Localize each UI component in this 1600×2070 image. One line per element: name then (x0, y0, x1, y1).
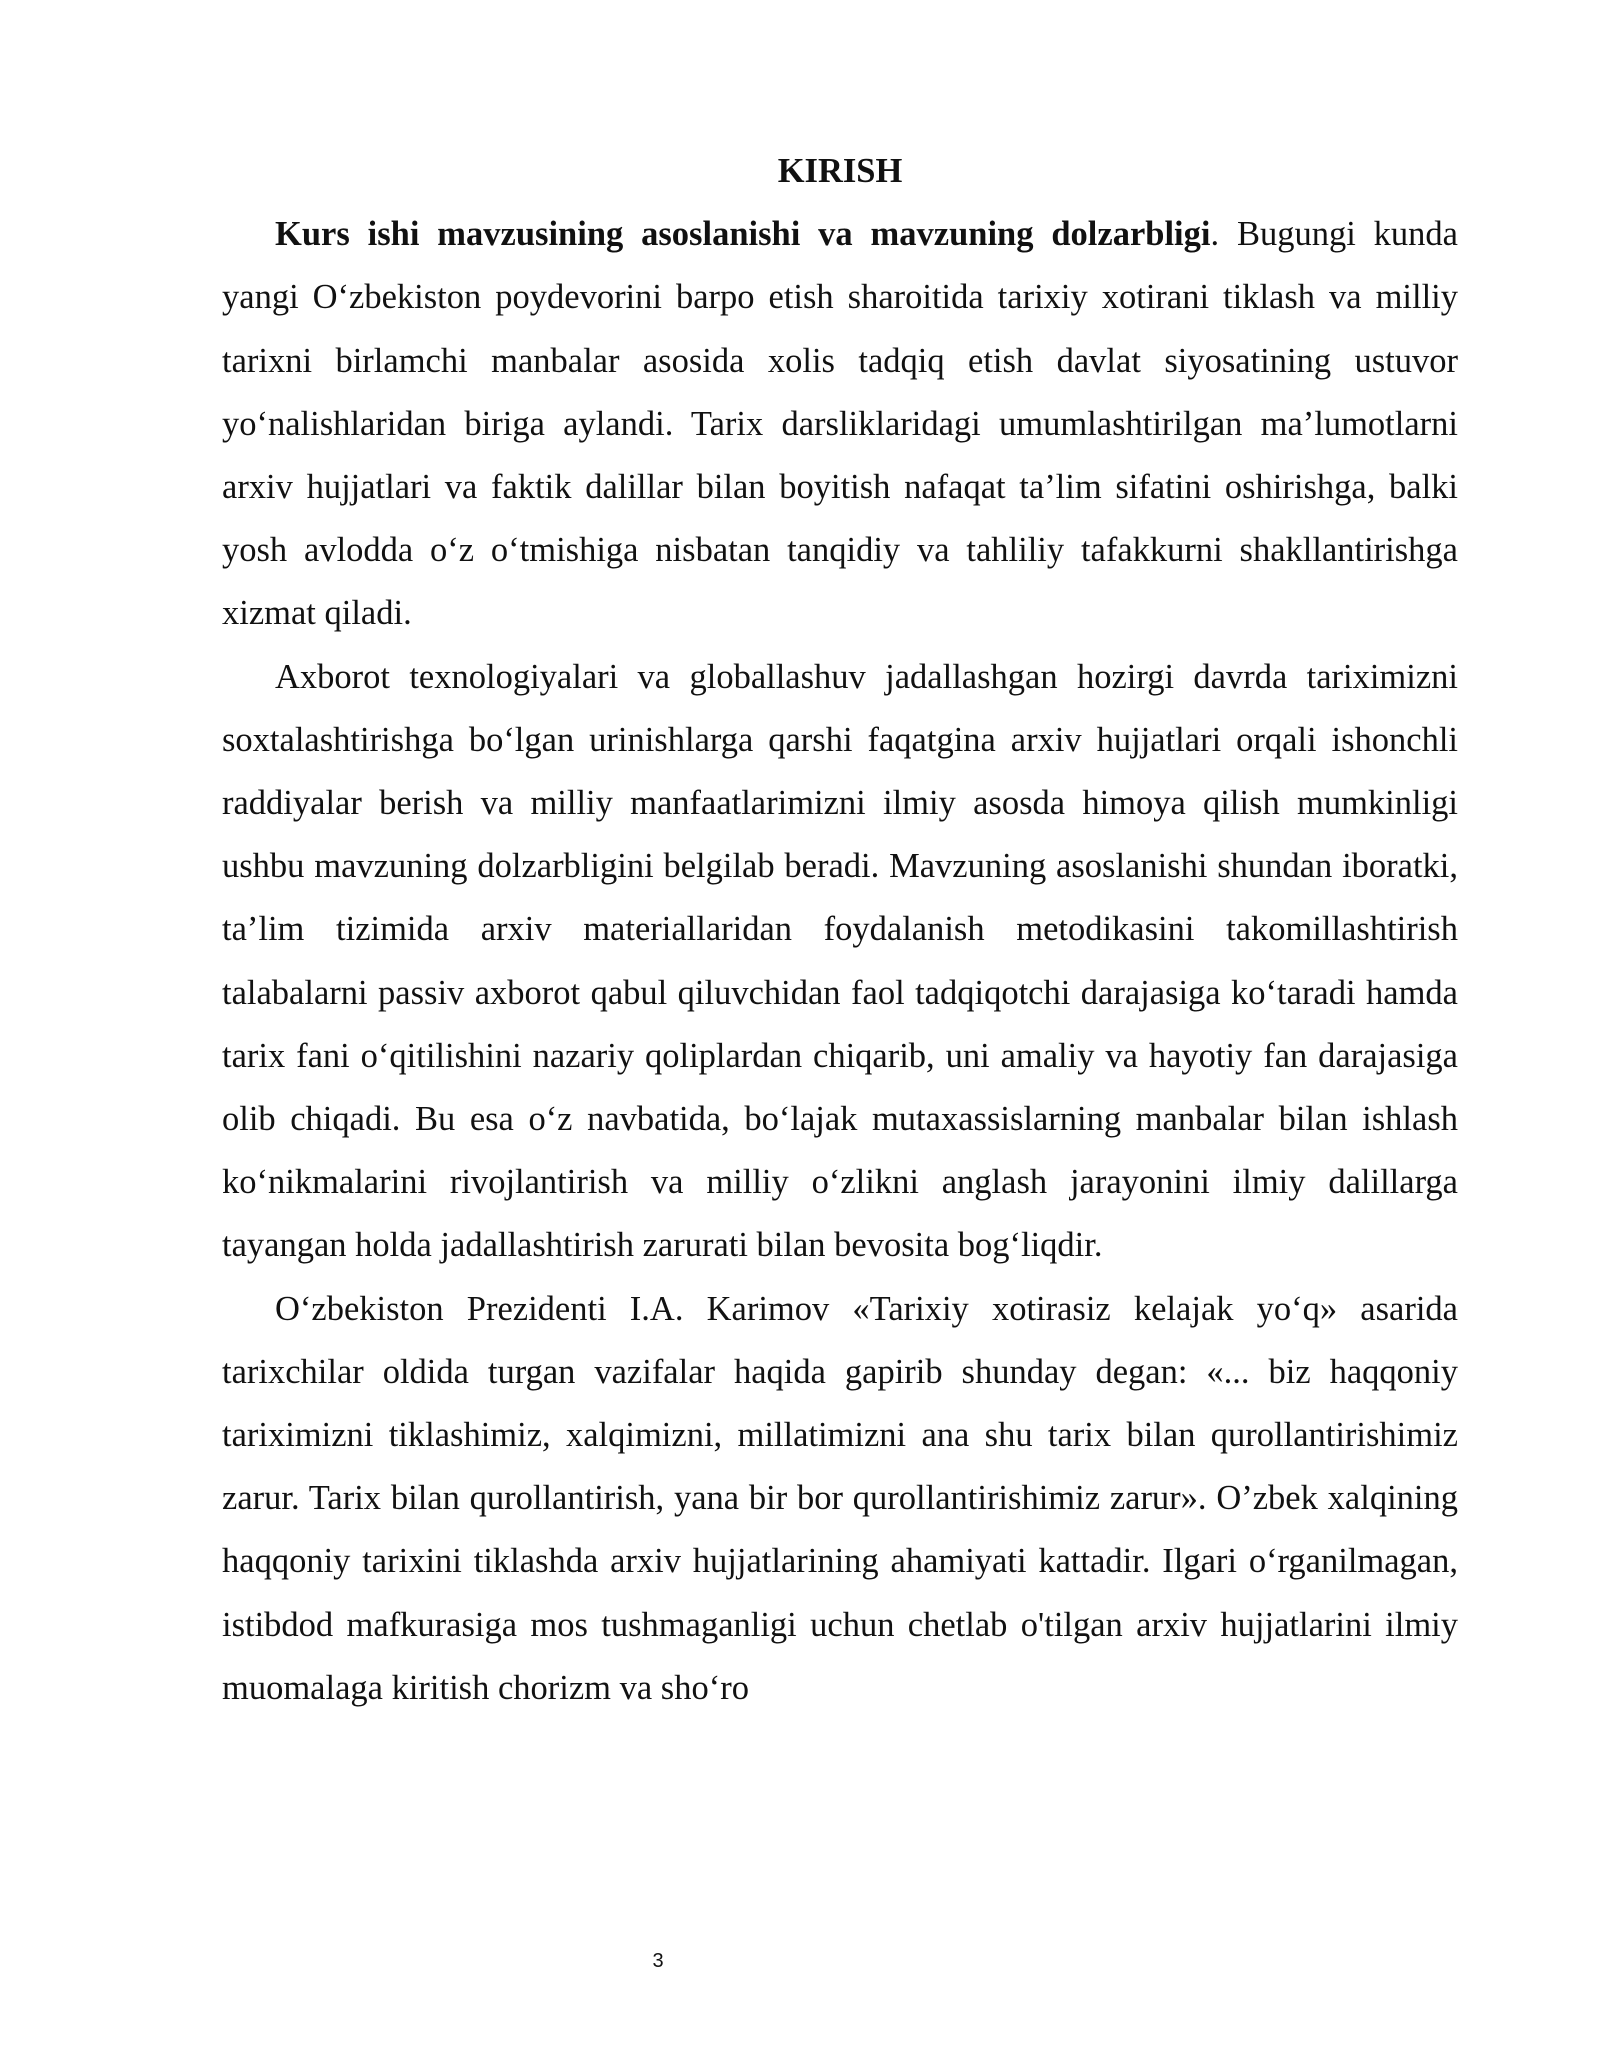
paragraph-1 (222, 203, 1458, 645)
paragraph-3 (222, 1278, 1458, 1720)
paragraph-3-text: O‘zbekiston Prezidenti I.A. Karimov «Tarixiy xotirasiz kelajak yo‘q» asarida tarixchilar oldida turgan vazifalar haqida gapirib shunday degan: «... biz haqqoniy tariximizni tiklashimiz, xalqimizni, millatimizni ana shu tarix bilan qurollantirishimiz zarur. Tarix bilan qurollantirish, yana bir bor qurollantirishimiz zarur». O’zbek xalqining haqqoniy tarixini tiklashda arxiv hujjatlarining ahamiyati kattadir. Ilgari o‘rganilmagan, istibdod mafkurasiga mos tushmaganligi uchun chetlab o'tilgan arxiv hujjatlarini ilmiy muomalaga kiritish chorizm va sho‘ro (222, 1289, 1458, 1707)
document-body (222, 140, 1458, 1720)
paragraph-1-text: . Bugungi kunda yangi O‘zbekiston poydevorini barpo etish sharoitida tarixiy xotirani tiklash va milliy tarixni birlamchi manbalar asosida xolis tadqiq etish davlat siyosatining ustuvor yo‘nalishlaridan biriga aylandi. Tarix darsliklaridagi umumlashtirilgan ma’lumotlarni arxiv hujjatlari va faktik dalillar bilan boyitish nafaqat ta’lim sifatini oshirishga, balki yosh avlodda o‘z o‘tmishiga nisbatan tanqidiy va tahliliy tafakkurni shakllantirishga xizmat qiladi. (222, 215, 1458, 633)
paragraph-2-text: Axborot texnologiyalari va globallashuv jadallashgan hozirgi davrda tariximizni soxtalashtirishga bo‘lgan urinishlarga qarshi faqatgina arxiv hujjatlari orqali ishonchli raddiyalar berish va milliy manfaatlarimizni ilmiy asosda himoya qilish mumkinligi ushbu mavzuning dolzarbligini belgilab beradi. Mavzuning asoslanishi shundan iboratki, ta’lim tizimida arxiv materiallaridan foydalanish metodikasini takomillashtirish talabalarni passiv axborot qabul qiluvchidan faol tadqiqotchi darajasiga ko‘taradi hamda tarix fani o‘qitilishini nazariy qoliplardan chiqarib, uni amaliy va hayotiy fan darajasiga olib chiqadi. Bu esa o‘z navbatida, bo‘lajak mutaxassislarning manbalar bilan ishlash ko‘nikmalarini rivojlantirish va milliy o‘zlikni anglash jarayonini ilmiy dalillarga tayangan holda jadallashtirish zarurati bilan bevosita bog‘liqdir. (222, 657, 1458, 1265)
page-number: 3 (652, 1950, 664, 1972)
paragraph-lead-heading: Kurs ishi mavzusining asoslanishi va mavzuning dolzarbligi (275, 215, 1211, 254)
page-title: KIRISH (777, 152, 903, 190)
paragraph-2 (222, 646, 1458, 1278)
